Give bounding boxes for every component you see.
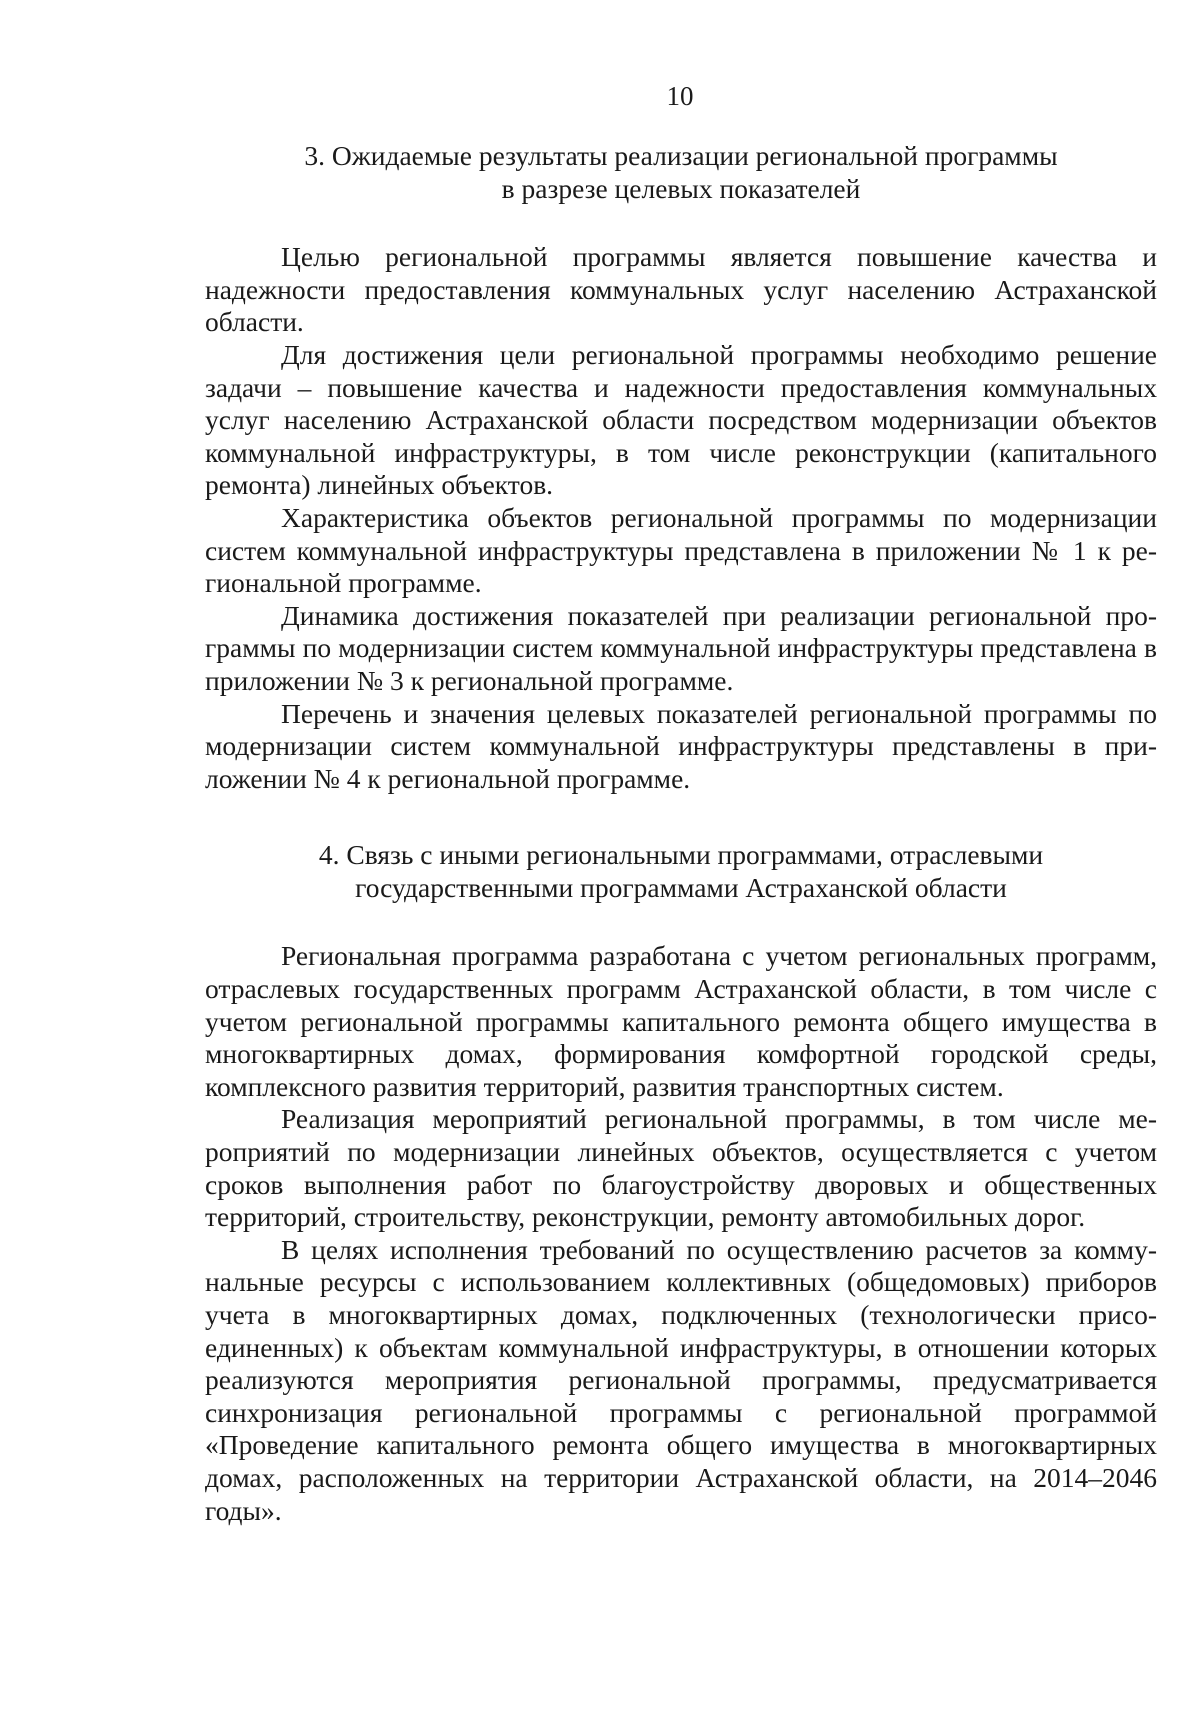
section-4-heading bbox=[205, 839, 1157, 904]
section-3-heading-line-1: 3. Ожидаемые результаты реализации региональной программы bbox=[304, 140, 1058, 171]
section-3-heading bbox=[205, 140, 1157, 205]
document-body bbox=[205, 140, 1157, 1527]
section-3-paragraph-1: Целью региональной программы является повышение качества и надежности предоставления коммунальных услуг населению Астраханской области. bbox=[205, 241, 1157, 338]
section-4-paragraph-3: В целях исполнения требований по осуществлению расчетов за коммунальные ресурсы с использованием коллективных (общедомовых) приборов учета в многоквартирных домах, подключенных (технологически присоединенных) к объектам коммунальной инфраструктуры, в отношении которых реализуются мероприятия региональной программы, предусматривается синхронизация региональной программы с региональной программой «Проведение капитального ремонта общего имущества в многоквартирных домах, расположенных на территории Астраханской области, на 2014–2046 годы». bbox=[205, 1233, 1157, 1526]
section-4-paragraph-2: Реализация мероприятий региональной программы, в том числе мероприятий по модернизации линейных объектов, осуществляется с учетом сроков выполнения работ по благоустройству дворовых и общественных территорий, строительству, реконструкции, ремонту автомобильных дорог. bbox=[205, 1103, 1157, 1233]
page-number: 10 bbox=[666, 81, 694, 111]
spacer bbox=[205, 904, 1157, 940]
section-3-heading-line-2: в разрезе целевых показателей bbox=[501, 172, 861, 204]
section-3-paragraph-4: Динамика достижения показателей при реализации региональной программы по модернизации систем коммунальной инфраструктуры представлена в приложении № 3 к региональной программе. bbox=[205, 599, 1157, 696]
section-3-paragraph-2: Для достижения цели региональной программы необходимо решение задачи – повышение качества и надежности предоставления коммунальных услуг населению Астраханской области посредством модернизации объектов коммунальной инфраструктуры, в том числе реконструкции (капитального ремонта) линейных объектов. bbox=[205, 338, 1157, 501]
section-4-heading-line-2: государственными программами Астраханской области bbox=[355, 871, 1007, 903]
section-4-heading-line-1: 4. Связь с иными региональными программами, отраслевыми bbox=[318, 839, 1044, 871]
section-4-paragraph-1: Региональная программа разработана с учетом региональных программ, отраслевых государственных программ Астраханской области, в том числе с учетом региональной программы капитального ремонта общего имущества в многоквартирных домах, формирования комфортной городской среды, комплексного развития территорий, развития транспортных систем. bbox=[205, 940, 1157, 1102]
section-3-paragraph-5: Перечень и значения целевых показателей региональной программы по модернизации систем коммунальной инфраструктуры представлены в приложении № 4 к региональной программе. bbox=[205, 697, 1157, 794]
spacer bbox=[205, 795, 1157, 839]
spacer bbox=[205, 205, 1157, 241]
section-3-paragraph-3: Характеристика объектов региональной программы по модернизации систем коммунальной инфраструктуры представлена в приложении № 1 к региональной программе. bbox=[205, 501, 1157, 599]
